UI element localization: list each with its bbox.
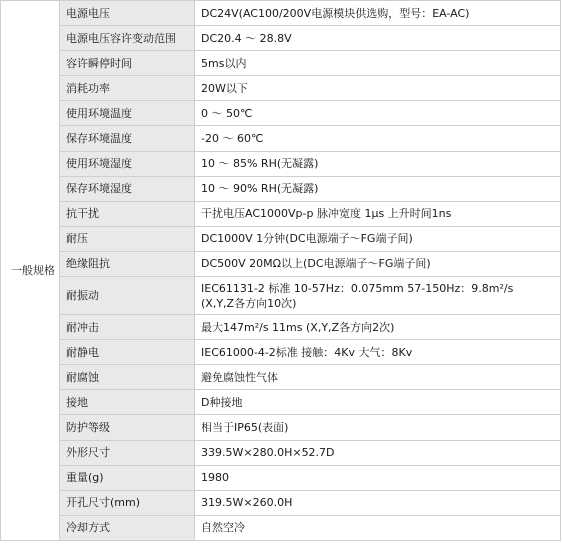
- table-row: [1, 176, 561, 201]
- param-value-line: 10 ～ 85% RH(无凝露): [201, 157, 319, 171]
- param-name: 耐振动: [60, 277, 195, 315]
- param-name: 接地: [60, 390, 195, 415]
- table-row: [1, 315, 561, 340]
- param-name: 保存环境温度: [60, 126, 195, 151]
- param-value-line: 干扰电压AC1000Vp-p 脉冲宽度 1μs 上升时间1ns: [201, 207, 452, 221]
- table-row: [1, 126, 561, 151]
- param-value-line: IEC61131-2 标准 10-57Hz：0.075mm 57-150Hz：9.8m²/s: [201, 281, 514, 295]
- table-row: [1, 365, 561, 390]
- param-value: [195, 490, 561, 515]
- param-name: 耐静电: [60, 340, 195, 365]
- param-name: 电源电压容许变动范围: [60, 26, 195, 51]
- param-value: [195, 176, 561, 201]
- param-value: [195, 226, 561, 251]
- param-name: 保存环境湿度: [60, 176, 195, 201]
- param-value-line: 自然空冷: [201, 521, 245, 535]
- param-value-line: (X,Y,Z各方向10次): [201, 296, 297, 310]
- param-value-line: 319.5W×260.0H: [201, 496, 293, 510]
- param-value-line: 339.5W×280.0H×52.7D: [201, 446, 335, 460]
- param-name: 消耗功率: [60, 76, 195, 101]
- param-value-line: 避免腐蚀性气体: [201, 370, 278, 384]
- table-row: [1, 465, 561, 490]
- table-row: [1, 1, 561, 26]
- param-value: [195, 101, 561, 126]
- table-row: [1, 101, 561, 126]
- param-value: [195, 390, 561, 415]
- table-row: [1, 201, 561, 226]
- param-value: [195, 415, 561, 440]
- table-row: [1, 277, 561, 315]
- param-name: 耐腐蚀: [60, 365, 195, 390]
- param-value-line: DC24V(AC100/200V电源模块供选购，型号：EA-AC): [201, 6, 470, 20]
- param-name: 使用环境温度: [60, 101, 195, 126]
- param-name: 绝缘阻抗: [60, 251, 195, 276]
- param-value-line: 相当于IP65(表面): [201, 420, 289, 434]
- param-value-line: IEC61000-4-2标准 接触：4Kv 大气：8Kv: [201, 345, 413, 359]
- table-row: [1, 415, 561, 440]
- param-value: [195, 201, 561, 226]
- param-value-line: 10 ～ 90% RH(无凝露): [201, 182, 319, 196]
- param-value: [195, 126, 561, 151]
- param-name: 使用环境湿度: [60, 151, 195, 176]
- table-row: [1, 390, 561, 415]
- table-row: [1, 440, 561, 465]
- param-value-line: DC500V 20MΩ以上(DC电源端子～FG端子间): [201, 257, 431, 271]
- param-value: [195, 340, 561, 365]
- param-name: 耐压: [60, 226, 195, 251]
- param-value: [195, 515, 561, 540]
- param-value-line: D种接地: [201, 395, 243, 409]
- param-value: [195, 76, 561, 101]
- param-value-line: 最大147m²/s 11ms (X,Y,Z各方向2次): [201, 320, 395, 334]
- param-value: [195, 440, 561, 465]
- param-name: 外形尺寸: [60, 440, 195, 465]
- param-value-line: 5ms以内: [201, 56, 247, 70]
- param-value-line: 20W以下: [201, 81, 248, 95]
- table-row: [1, 490, 561, 515]
- table-row: [1, 51, 561, 76]
- param-name: 耐冲击: [60, 315, 195, 340]
- param-value: [195, 315, 561, 340]
- param-name: 容许瞬停时间: [60, 51, 195, 76]
- param-value: [195, 465, 561, 490]
- param-value: [195, 251, 561, 276]
- param-name: 重量(g): [60, 465, 195, 490]
- param-value-line: 1980: [201, 471, 229, 485]
- param-name: 电源电压: [60, 1, 195, 26]
- param-value-line: DC20.4 ～ 28.8V: [201, 31, 292, 45]
- param-value: [195, 277, 561, 315]
- param-name: 开孔尺寸(mm): [60, 490, 195, 515]
- param-value: [195, 365, 561, 390]
- table-row: [1, 26, 561, 51]
- table-row: [1, 76, 561, 101]
- table-row: [1, 226, 561, 251]
- param-name: 抗干扰: [60, 201, 195, 226]
- param-value: [195, 51, 561, 76]
- group-label: 一般规格: [1, 1, 60, 541]
- spec-table-body: [1, 1, 561, 541]
- param-value-line: DC1000V 1分钟(DC电源端子～FG端子间): [201, 232, 413, 246]
- param-value: [195, 1, 561, 26]
- table-row: [1, 515, 561, 540]
- param-value: [195, 151, 561, 176]
- table-row: [1, 251, 561, 276]
- table-row: [1, 151, 561, 176]
- param-name: 防护等级: [60, 415, 195, 440]
- param-value-line: 0 ～ 50℃: [201, 106, 253, 120]
- param-name: 冷却方式: [60, 515, 195, 540]
- param-value: [195, 26, 561, 51]
- param-value-line: -20 ～ 60℃: [201, 132, 264, 146]
- table-row: [1, 340, 561, 365]
